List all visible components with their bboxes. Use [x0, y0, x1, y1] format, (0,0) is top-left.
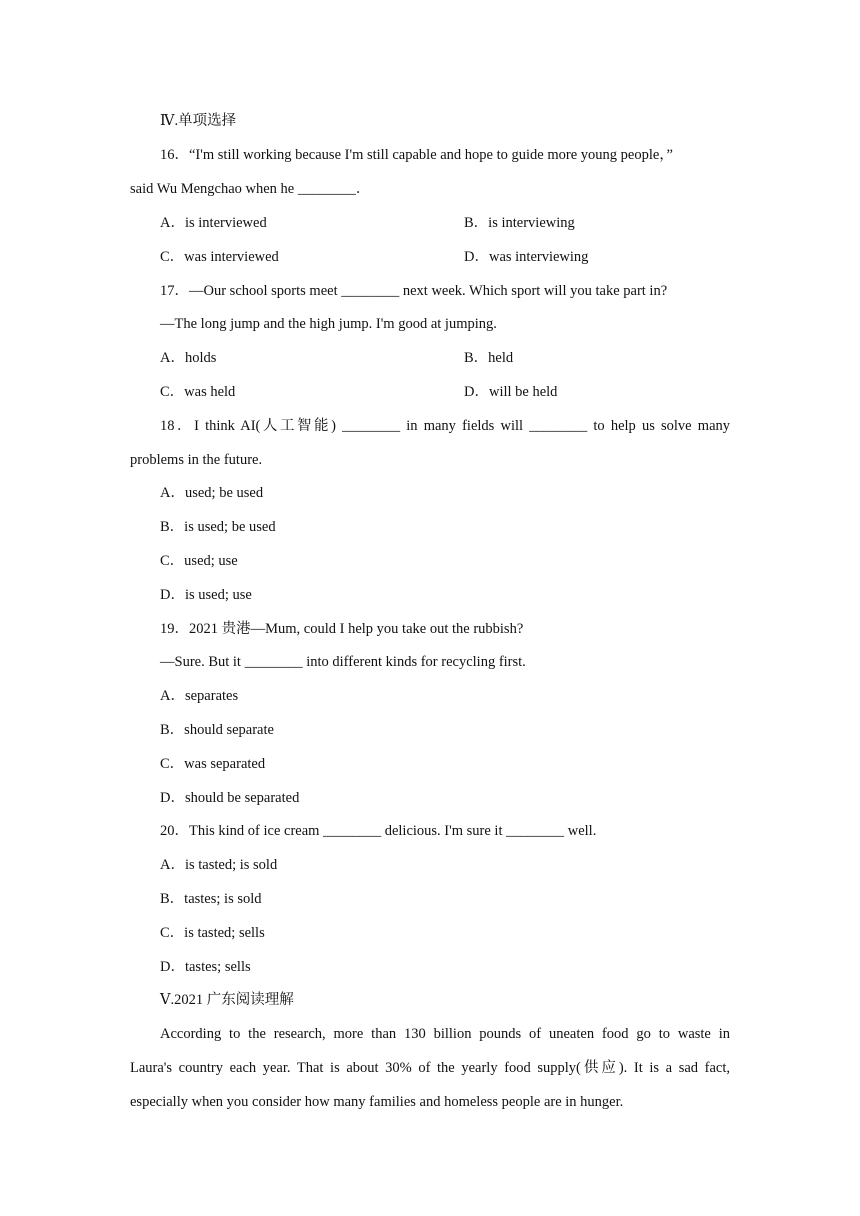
question-19-option-b[interactable]: B．should separate: [160, 722, 274, 738]
question-19-option-c[interactable]: C．was separated: [160, 756, 266, 772]
question-17-option-c[interactable]: C．was held: [160, 384, 236, 400]
question-17-stem: 17．—Our school sports meet ________ next week. Which sport will you take part in?: [160, 283, 668, 299]
question-18-option-d[interactable]: D．is used; use: [160, 587, 252, 603]
question-20-option-a[interactable]: A．is tasted; is sold: [160, 857, 278, 873]
question-18-option-c[interactable]: C．used; use: [160, 553, 238, 569]
question-16-option-a[interactable]: A．is interviewed: [160, 215, 267, 231]
question-17-option-b[interactable]: B．held: [464, 350, 514, 366]
passage-line-1: According to the research, more than 130 billion pounds of uneaten food go to waste in: [160, 1026, 730, 1042]
passage-line-2: Laura's country each year. That is about 30% of the yearly food supply(供应). It is a sad fact,: [130, 1060, 730, 1076]
section-5-title: Ⅴ.2021 广东阅读理解: [160, 992, 294, 1008]
question-18-stem-cont: problems in the future.: [130, 452, 263, 468]
passage-line-3: especially when you consider how many families and homeless people are in hunger.: [130, 1094, 624, 1110]
question-16-option-c[interactable]: C．was interviewed: [160, 249, 279, 265]
question-18-option-a[interactable]: A．used; be used: [160, 485, 264, 501]
question-19-option-d[interactable]: D．should be separated: [160, 790, 300, 806]
question-18-stem: 18．I think AI(人工智能) ________ in many fields will ________ to help us solve many: [160, 418, 730, 434]
question-16-stem: 16．“I'm still working because I'm still capable and hope to guide more young people，”: [160, 147, 673, 163]
question-19-option-a[interactable]: A．separates: [160, 688, 239, 704]
question-20-option-c[interactable]: C．is tasted; sells: [160, 925, 265, 941]
question-16-stem-cont: said Wu Mengchao when he ________．: [130, 181, 371, 197]
question-16-option-b[interactable]: B．is interviewing: [464, 215, 575, 231]
question-18-option-b[interactable]: B．is used; be used: [160, 519, 276, 535]
question-20-stem: 20．This kind of ice cream ________ delicious. I'm sure it ________ well.: [160, 823, 597, 839]
question-19-stem-cont: —Sure. But it ________ into different kinds for recycling first.: [160, 654, 526, 670]
question-17-stem-cont: —The long jump and the high jump. I'm good at jumping.: [160, 316, 497, 332]
question-17-option-a[interactable]: A．holds: [160, 350, 217, 366]
question-16-option-d[interactable]: D．was interviewing: [464, 249, 589, 265]
section-4-title: Ⅳ.单项选择: [160, 113, 237, 129]
question-20-option-d[interactable]: D．tastes; sells: [160, 959, 251, 975]
question-20-option-b[interactable]: B．tastes; is sold: [160, 891, 262, 907]
question-19-stem: 19．2021 贵港—Mum, could I help you take out the rubbish?: [160, 621, 524, 637]
question-17-option-d[interactable]: D．will be held: [464, 384, 558, 400]
